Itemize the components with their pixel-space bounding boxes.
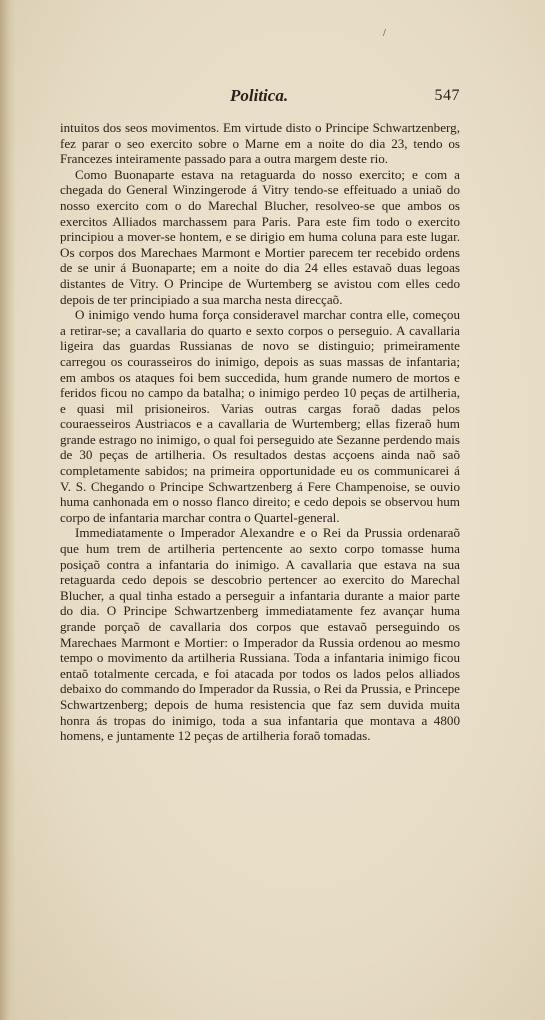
ink-mark: / xyxy=(383,28,386,39)
page-number: 547 xyxy=(434,87,460,104)
paragraph: Como Buonaparte estava na retaguarda do nosso exercito; e com a chegada do General Winzingerode á Vitry tendo-se effeituado a uniaõ do nosso exercito com o do Marechal Blucher, resolveo-se que ambos os exercitos Alliados marchassem para Paris. Para este fim todo o exercito principiou a mover-se hontem, e se dirigio em huma coluna para este lugar. Os corpos dos Marechaes Marmont e Mortier parecem ter recebido ordens de se unir á Buonaparte; em a noite do dia 24 elles estavaõ duas legoas distantes de Vitry. O Principe de Wurtemberg se avistou com elles cedo depois de ter principiado a sua marcha nesta direcçaõ. xyxy=(60,166,460,307)
page-header xyxy=(60,86,460,112)
paragraph-continued: intuitos dos seos movimentos. Em virtude disto o Principe Schwartzenberg, fez parar o seo exercito sobre o Marne em a noite do dia 23, tendo os Francezes inteiramente passado para a outra margem deste rio. xyxy=(60,120,460,167)
running-head: Politica. xyxy=(230,86,289,105)
binding-gutter xyxy=(0,0,16,1020)
paragraph: Immediatamente o Imperador Alexandre e o Rei da Prussia ordenaraõ que hum trem de artilheria pertencente ao sexto corpo tomasse huma posiçaõ contra a infantaria do inimigo. A cavallaria que estava na sua retaguarda cedo depois se descobrio pertencer ao exercito do Marechal Blucher, a qual tinha estado a perseguir a infantaria durante a maior parte do dia. O Principe Schwartzenberg immediatamente fez avançar huma grande porçaõ de cavallaria dos corpos que estavaõ perseguindo os Marechaes Marmont e Mortier: o Imperador da Russia ordenou ao mesmo tempo o movimento da artilheria Russiana. Toda a infantaria inimigo ficou entaõ totalmente cercada, e foi atacada por todos os lados pelos alliados debaixo do commando do Imperador da Russia, o Rei da Prussia, e Princepe Schwartzenberg; depois de huma resistencia que faz sem duvida muita honra ás tropas do inimigo, toda a sua infantaria que montava a 4800 homens, e juntamente 12 peças de artilheria foraõ tomadas. xyxy=(60,525,460,744)
paragraph: O inimigo vendo huma força consideravel marchar contra elle, começou a retirar-se; a cavallaria do quarto e sexto corpos o perseguio. A cavallaria ligeira das guardas Russianas de novo se distinguio; primeiramente carregou os courasseiros do inimigo, depois as suas massas de infantaria; em ambos os ataques foi bem succedida, hum grande numero de mortos e feridos ficou no campo da batalha; o inimigo perdeo 10 peças de artilheria, e quasi mil prisioneiros. Varias outras cargas foraõ dadas pelos couraesseiros Austriacos e a cavallaria de Wurtemberg; ellas fizeraõ hum grande estrago no inimigo, o qual foi perseguido ate Sezanne perdendo mais de 30 peças de artilheria. Os resultados destas acçoens ainda naõ saõ completamente sabidos; na primeira opportunidade eu os communicarei á V. S. Chegando o Principe Schwartzenberg á Fere Champenoise, se ouvio huma canhonada em o nosso flanco direito; e cedo depois se observou hum corpo de infantaria marchar contra o Quartel-general. xyxy=(60,307,460,525)
body-text xyxy=(60,120,460,744)
